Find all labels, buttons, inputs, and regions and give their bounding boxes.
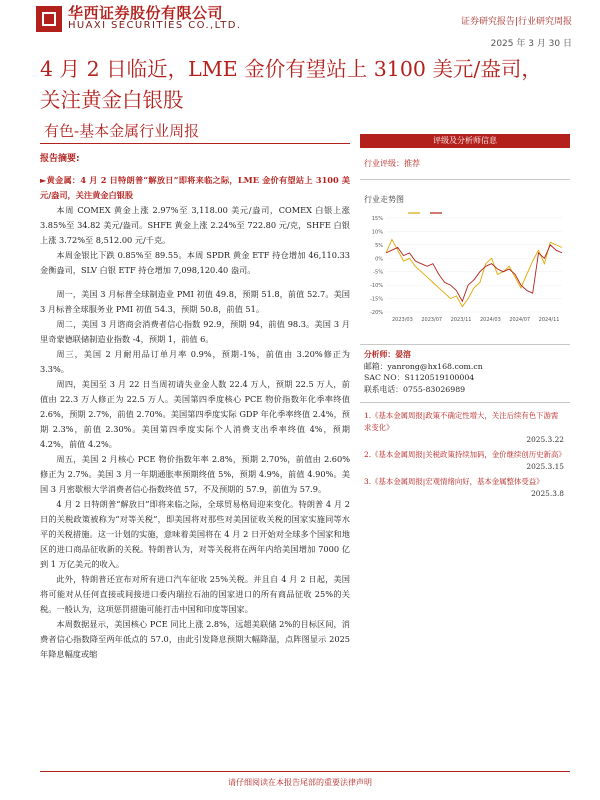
analyst-name-label: 分析师： [364,350,396,359]
x-tick-label: 2024/03 [480,317,501,323]
analyst-info [364,349,483,395]
y-tick-label: 5% [375,242,383,249]
x-tick-label: 2023/07 [421,317,443,323]
summary-label: 报告摘要: [40,154,80,164]
divider [360,344,570,345]
y-tick-label: -10% [370,283,383,290]
series-line [386,245,562,301]
analyst-phone: 0755-83026989 [402,384,466,394]
industry-trend-chart [362,208,570,328]
y-tick-label: -5% [373,269,383,276]
summary-paragraph: 周一，美国 3 月标普全球制造业 PMI 初值 49.8，预期 51.8，前值 52.7。美国 3 月标普全球服务业 PMI 初值 54.3，预期 50.8，前值 51。 [40,289,350,314]
related-report-date: 2025.3.22 [526,435,564,444]
summary-paragraph: 4 月 2 日特朗普“解放日”即将来临之际，全球贸易格局迎来变化。特朗普 4 月 2 日的关税政策被称为“对等关税”，即美国将对那些对美国征收关税的国家实施同等水平的关税措施。这一计划的实施，意味着美国将在 4 月 2 日开始对全球多个国家和地区的进口商品征收新的关税。特朗普认为，对等关税将在两年内给美国增加 7000 亿到 1 万亿美元的收入。 [40,499,350,569]
summary-column [40,152,350,662]
divider [360,402,570,403]
analyst-name-row [364,349,483,361]
rating-label: 行业评级： [364,159,404,168]
y-tick-label: 0% [375,256,383,263]
company-name-en: HUAXI SECURITIES CO.,LTD. [68,20,242,31]
rating-value: 推荐 [404,159,420,168]
related-report-title[interactable]: 1.《基本金属周报|政策不确定性增大，关注后续有色下游需求变化》 [364,411,559,432]
email-label: 邮箱： [364,361,388,371]
related-report-title[interactable]: 3.《基本金属周报|宏观情绪向好，基本金属整体受益》 [364,477,544,486]
summary-paragraph: 周四，美国至 3 月 22 日当周初请失业金人数 22.4 万人，预期 22.5 万人，前值由 22.3 万人修正为 22.5 万人。美国第四季度核心 PCE 物价指数年化季率终值 2.6%，预期 2.7%，前值 2.70%。美国第四季度实际 GDP 年化季率终值 2.4%，预期 2.3%，前值 2.30%。美国第四季度实际个人消费支出季率终值 4%，预期 4.2%，前值 4.2%。 [40,379,350,449]
summary-paragraph: 周二，美国 3 月谘商会消费者信心指数 92.9，预期 94，前值 98.3。美国 3 月里奇蒙德联储制造业指数 -4，预期 1，前值 6。 [40,319,350,344]
summary-paragraph: 本周金银比下跌 0.85%至 89.55。本周 SPDR 黄金 ETF 持仓增加 46,110.33 金衡盎司，SLV 白银 ETF 持仓增加 7,098,120.40 盎司。 [40,250,350,275]
report-date: 2025 年 3 月 30 日 [490,39,572,49]
summary-paragraph: 本周 COMEX 黄金上涨 2.97%至 3,118.00 美元/盎司，COMEX 白银上涨 3.85%至 34.82 美元/盎司。SHFE 黄金上涨 2.24%至 722.80 元/克，SHFE 白银上涨 3.72%至 8,512.00 元/千克。 [40,205,350,245]
related-report[interactable] [364,410,564,446]
report-type: 证券研究报告|行业研究周报 [460,17,572,27]
summary-paragraph: 周五，美国 2 月核心 PCE 物价指数年率 2.8%，预期 2.70%，前值由 2.60%修正为 2.7%。美国 3 月一年期通胀率预期终值 5%，预期 4.9%，前值 4.90%。美国 3 月密歇根大学消费者信心指数终值 57，不及预期的 57.9，前值为 57.9。 [40,454,350,494]
analyst-sac: S1120519100004 [404,373,475,382]
x-tick-label: 2024/11 [538,317,560,323]
related-reports [364,410,564,503]
company-name-cn: 华西证券股份有限公司 [68,4,224,22]
divider [360,179,570,180]
company-logo [36,6,62,32]
analyst-name: 晏溶 [395,350,411,359]
sac-label: SAC NO： [364,373,405,382]
summary-paragraph: 周三，美国 2 月耐用品订单月率 0.9%，预期-1%，前值由 3.20%修正为 3.3%。 [40,349,350,374]
x-tick-label: 2023/11 [450,317,472,323]
related-report-title[interactable]: 2.《基本金属周报|关税政策持续加码，金价继续创历史新高》 [364,450,566,459]
report-title: 4 月 2 日临近，LME 金价有望站上 3100 美元/盎司，关注黄金白银股 [40,57,542,112]
analyst-sac-row [364,372,483,384]
footer-disclaimer: 请仔细阅读在本报告尾部的重要法律声明 [228,778,372,787]
related-report[interactable] [364,449,564,473]
trend-chart-title: 行业走势图 [364,195,404,204]
y-tick-label: 10% [371,229,383,236]
y-tick-label: 15% [371,216,383,222]
y-tick-label: -15% [370,296,383,303]
related-report-date: 2025.3.8 [531,489,564,498]
sidebar-header: 评级及分析师信息 [360,134,570,148]
phone-label: 联系电话： [364,384,403,394]
report-subtitle: 有色-基本金属行业周报 [44,122,200,140]
y-tick-label: -20% [370,310,383,316]
related-report-date: 2025.3.15 [526,462,564,471]
analyst-email-row [364,361,483,373]
analyst-phone-row [364,384,483,396]
footer-rule [40,771,570,772]
related-report[interactable] [364,476,564,500]
industry-rating [364,158,420,169]
analyst-email[interactable]: yanrong@hx168.com.cn [387,361,483,371]
x-tick-label: 2024/07 [509,317,531,323]
title-rule [40,143,350,144]
summary-paragraph: 此外，特朗普还宣布对所有进口汽车征收 25%关税。并且自 4 月 2 日起，美国将可能对从任何直接或间接进口委内瑞拉石油的国家进口的所有商品征收 25%的关税。一般认为，这项惩罚措施可能打击中国和印度等国家。 [40,574,350,614]
summary-headline: ►黄金属：4 月 2 日特朗普“解放日”即将来临之际，LME 金价有望站上 3100 美元/盎司，关注黄金白银股 [40,175,350,200]
summary-paragraph: 本周数据显示，美国核心 PCE 同比上涨 2.8%，远超美联储 2%的目标区间，消费者信心指数降至两年低点的 57.0，由此引发降息预期大幅降温，点阵图显示 2025 年降息幅度或缩 [40,619,350,659]
x-tick-label: 2023/03 [392,317,413,323]
